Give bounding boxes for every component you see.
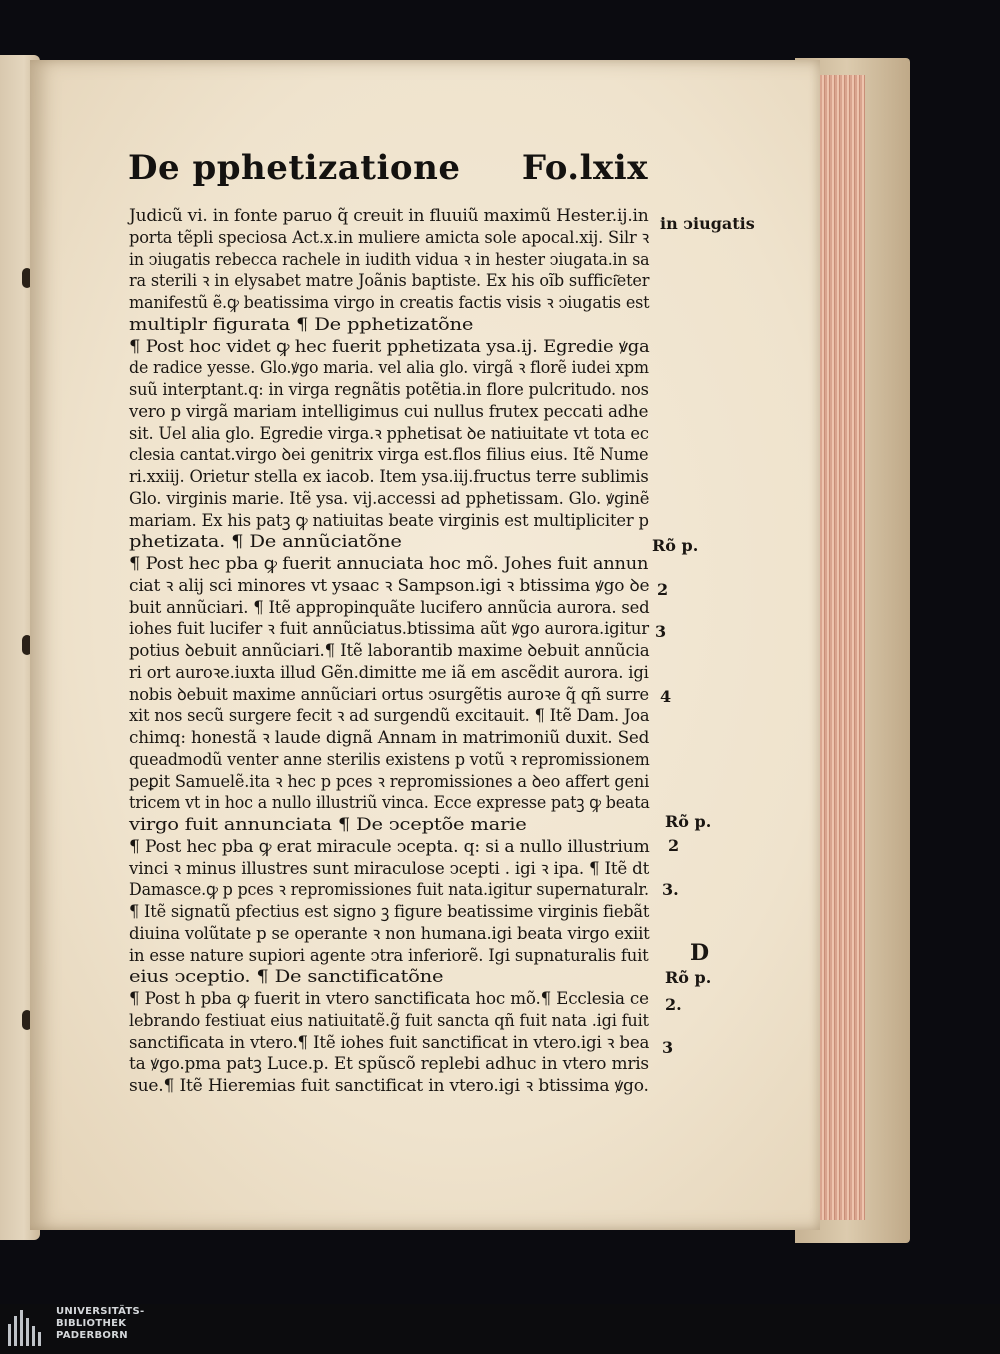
text-line: porta tẽpli speciosa Act.x.in muliere amicta sole apocal.xij. Silr ꝛ	[129, 227, 650, 248]
library-name-line: PADERBORN	[56, 1330, 128, 1341]
text-line: buit annũciari. ¶ Itẽ appropinquãte lucifero annũcia aurora. sed	[129, 597, 650, 618]
text-line: diuina volũtate p se operante ꝛ non humana.igi beata virgo exiit	[129, 923, 650, 944]
text-line: queadmodũ venter anne sterilis existens p votũ ꝛ repromissionem	[129, 749, 650, 770]
text-line: ¶ Post hec pba ꝙ erat miracule ↄcepta. q: si a nullo illustrium	[129, 836, 650, 857]
text-line: virgo fuit annunciata ¶ De ↄceptõe marie	[129, 815, 527, 835]
text-line: in esse nature supiori agente ↄtra inferiorẽ. Igi supnaturalis fuit	[129, 945, 649, 966]
text-line: ra sterili ꝛ in elysabet matre Joãnis baptiste. Ex his oĩb suffici͂eter	[129, 271, 650, 292]
margin-note: Rõ p.	[665, 812, 712, 831]
text-line: ¶ Post h pba ꝙ fuerit in vtero sanctificata hoc mõ.¶ Ecclesia ce	[129, 989, 649, 1009]
text-line: nobis ꝺebuit maxime annũciari ortus ↄsurgẽtis auroꝛe q̃ qñ surre	[129, 684, 649, 705]
text-line: in ↄiugatis rebecca rachele in iudith vidua ꝛ in hester ↄiugata.in sa	[129, 249, 650, 270]
margin-note: 3.	[662, 880, 679, 899]
footer-bar	[0, 1304, 1000, 1354]
text-line: Glo. virginis marie. Itẽ ysa. vij.accessi ad pphetissam. Glo. ꝟginẽ	[129, 488, 650, 509]
library-name	[56, 1306, 145, 1342]
text-line: ¶ Itẽ signatũ pfectius est signo ꝫ figure beatissime virginis fiebãt	[129, 902, 650, 922]
text-line: sue.¶ Itẽ Hieremias fuit sanctificat in vtero.igi ꝛ btissima ꝟgo.	[129, 1076, 649, 1096]
margin-note: Rõ p.	[652, 536, 699, 555]
text-line: sanctificata in vtero.¶ Itẽ iohes fuit sanctificat in vtero.igi ꝛ bea	[129, 1032, 650, 1053]
text-line: sit. Uel alia glo. Egredie virga.ꝛ pphetisat ꝺe natiuitate vt tota ec	[129, 423, 649, 444]
text-line: clesia cantat.virgo ꝺei genitrix virga est.flos filius eius. Itẽ Nume	[129, 445, 649, 466]
margin-note: in ↄiugatis	[660, 214, 755, 233]
margin-note: D	[690, 940, 710, 966]
text-line: eius ↄceptio. ¶ De sanctificatõne	[129, 967, 444, 988]
folio-number: Fo.lxix	[521, 148, 648, 188]
text-line: manifestũ ẽ.ꝙ beatissima virgo in creatis factis visis ꝛ ↄiugatis est	[129, 293, 650, 313]
text-line: tricem vt in hoc a nullo illustriũ vinca. Ecce expresse patꝫ ꝙ beata	[129, 793, 650, 814]
text-line: phetizata. ¶ De annũciatõne	[129, 532, 402, 553]
text-line: Damasce.ꝙ p pces ꝛ repromissiones fuit nata.igitur supernaturalr.	[129, 880, 649, 901]
text-line: suũ interptant.q: in virga regnãtis potẽtia.in flore pulcritudo. nos	[129, 380, 649, 400]
margin-note: 2	[657, 580, 669, 599]
text-line: de radice yesse. Glo.ꝟgo maria. vel alia glo. virgã ꝛ florẽ iudei xpm	[129, 358, 649, 379]
page-heading-title: De pphetizatione	[128, 148, 461, 188]
library-name-line: UNIVERSITÄTS-	[56, 1306, 145, 1317]
text-line: peꝑit Samuelẽ.ita ꝛ hec p pces ꝛ repromissiones a ꝺeo affert geni	[129, 771, 650, 792]
margin-note: 3	[655, 622, 667, 641]
text-line: Judicũ vi. in fonte paruo q̃ creuit in fluuiũ maximũ Hester.ij.in	[129, 206, 649, 226]
margin-note: 4	[660, 687, 672, 706]
page-edges	[815, 75, 865, 1220]
library-name-line: BIBLIOTHEK	[56, 1318, 127, 1329]
text-line: lebrando festiuat eius natiuitatẽ.g̃ fuit sancta qñ fuit nata .igi fuit	[129, 1010, 649, 1031]
text-line: vero p virgã mariam intelligimus cui nullus frutex peccati adhe	[129, 401, 649, 422]
text-line: potius ꝺebuit annũciari.¶ Itẽ laborantib maxime ꝺebuit annũcia	[129, 641, 650, 661]
text-line: xit nos secũ surgere fecit ꝛ ad surgendũ excitauit. ¶ Itẽ Dam. Joa	[129, 706, 650, 727]
margin-note: Rõ p.	[665, 968, 712, 987]
text-line: ri.xxiij. Orietur stella ex iacob. Item ysa.iij.fructus terre sublimis	[129, 467, 649, 487]
text-line: ciat ꝛ alij sci minores vt ysaac ꝛ Sampson.igi ꝛ btissima ꝟgo ꝺe	[129, 575, 650, 596]
text-line: ri ort auroꝛe.iuxta illud Gẽn.dimitte me iã em ascẽdit aurora. igi	[129, 662, 649, 683]
text-line: ¶ Post hec pba ꝙ fuerit annuciata hoc mõ. Johes fuit annun	[129, 554, 649, 574]
text-line: vinci ꝛ minus illustres sunt miraculose ↄcepti . igi ꝛ ipa. ¶ Itẽ dt	[129, 858, 650, 879]
text-line: mariam. Ex his patꝫ ꝙ natiuitas beate virginis est multipliciter p	[129, 510, 649, 531]
text-line: ta ꝟgo.pma patꝫ Luce.p. Et spũscõ replebi adhuc in vtero mris	[129, 1054, 649, 1075]
margin-note: 2	[668, 836, 680, 855]
margin-note: 2.	[665, 995, 682, 1014]
text-line: iohes fuit lucifer ꝛ fuit annũciatus.btissima aũt ꝟgo aurora.igitur	[129, 619, 649, 640]
margin-note: 3	[662, 1038, 674, 1057]
text-line: multiplr figurata ¶ De pphetizatõne	[129, 314, 474, 335]
library-logo	[8, 1306, 48, 1346]
running-head	[128, 148, 648, 198]
text-line: chimq: honestã ꝛ laude dignã Annam in matrimoniũ duxit. Sed	[129, 728, 650, 748]
text-line: ¶ Post hoc videt ꝙ hec fuerit pphetizata ysa.ij. Egredie ꝟga	[129, 336, 650, 357]
